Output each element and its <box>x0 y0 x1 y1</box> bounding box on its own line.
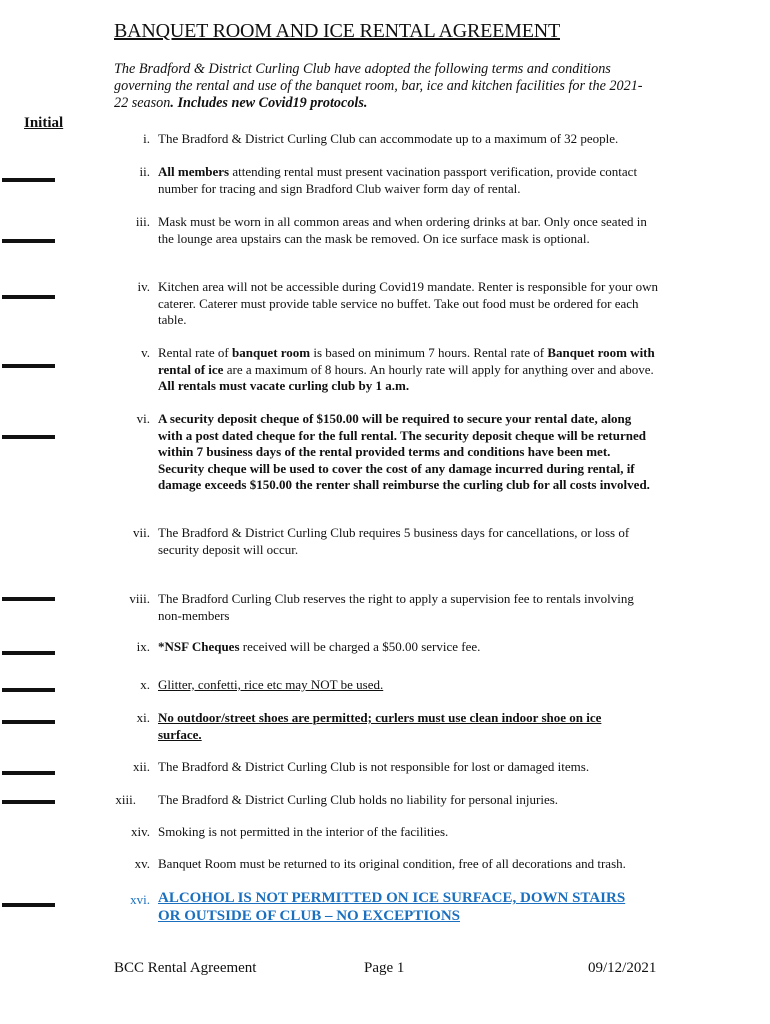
item-text: Rental rate of <box>158 345 232 360</box>
intro-covid-note: . Includes new Covid19 protocols. <box>170 95 368 111</box>
item-number: i. <box>143 131 150 146</box>
document-title: BANQUET ROOM AND ICE RENTAL AGREEMENT <box>114 20 560 42</box>
list-item: The Bradford & District Curling Club is not responsible for lost or damaged items. <box>158 759 590 774</box>
list-item: Kitchen area will not be accessible during Covid19 mandate. Renter is responsible for your own caterer. Caterer must provide table service no buffet. Take out food must be ordered for each table. <box>158 279 659 327</box>
intro-paragraph <box>114 61 654 112</box>
list-item: Glitter, confetti, rice etc may NOT be used. <box>158 677 384 692</box>
item-number: xi. <box>136 710 150 725</box>
item-number: v. <box>141 345 150 360</box>
intro-text: The Bradford & District Curling Club have adopted the following terms and conditions governing the rental and use of the banquet room, bar, ice and kitchen facilities for the 2021-22 season <box>114 61 643 111</box>
list-item: Banquet Room must be returned to its original condition, free of all decorations and trash. <box>158 856 626 871</box>
item-number: xiv. <box>130 824 150 839</box>
list-item: The Bradford Curling Club reserves the right to apply a supervision fee to rentals involving non-members <box>158 591 634 623</box>
initial-blank[interactable] <box>2 239 55 243</box>
item-bold-text: Banquet room with rental of ice <box>158 345 655 377</box>
list-item <box>158 639 658 656</box>
item-bold-text: All members <box>158 164 230 179</box>
initial-heading: Initial <box>24 115 64 131</box>
footer-left: BCC Rental Agreement <box>114 960 257 976</box>
list-item: A security deposit cheque of $150.00 will be required to secure your rental date, along with a post dated cheque for the full rental. The security deposit cheque will be returned within 7 business days of the rental provided terms and conditions have been met. Security cheque will be used to cover the cost of any damage incurred during rental, if damage exceeds $150.00 the renter shall reimburse the curling club for all costs involved. <box>158 411 650 492</box>
list-item <box>158 164 658 197</box>
item-bold-text: banquet room <box>232 345 311 360</box>
list-item: Smoking is not permitted in the interior of the facilities. <box>158 824 449 839</box>
list-item <box>158 345 658 395</box>
item-number: xvi. <box>130 892 150 907</box>
item-number: xiii. <box>115 792 136 807</box>
item-number: iii. <box>135 214 150 229</box>
item-number: xv. <box>134 856 150 871</box>
item-number: vi. <box>136 411 150 426</box>
list-item: The Bradford & District Curling Club can accommodate up to a maximum of 32 people. <box>158 131 619 146</box>
item-number: vii. <box>133 525 150 540</box>
item-text: are a maximum of 8 hours. An hourly rate will apply for anything over and above. <box>223 361 654 377</box>
item-text: received will be charged a $50.00 service fee. <box>239 639 481 654</box>
footer-page-number: Page 1 <box>364 960 405 976</box>
item-bold-text: *NSF Cheques <box>158 639 240 654</box>
initial-blank[interactable] <box>2 435 55 439</box>
initial-blank[interactable] <box>2 295 55 299</box>
item-number: ii. <box>139 164 150 179</box>
list-item: The Bradford & District Curling Club holds no liability for personal injuries. <box>158 792 559 807</box>
item-number: x. <box>140 677 150 692</box>
item-text: is based on minimum 7 hours. Rental rate of <box>310 345 548 360</box>
item-number: iv. <box>137 279 150 294</box>
item-bold-text: All rentals must vacate curling club by 1 a.m. <box>158 378 410 393</box>
list-item: The Bradford & District Curling Club requires 5 business days for cancellations, or loss of security deposit will occur. <box>158 525 630 557</box>
item-number: ix. <box>136 639 150 654</box>
list-item-alcohol-warning: ALCOHOL IS NOT PERMITTED ON ICE SURFACE, DOWN STAIRS OR OUTSIDE OF CLUB – NO EXCEPTIONS <box>158 890 626 924</box>
footer-date: 09/12/2021 <box>588 960 657 976</box>
item-number: xii. <box>133 759 150 774</box>
item-text: attending rental must present vacination passport verification, provide contact number for tracing and sign Bradford Club waiver form day of rental. <box>158 164 638 196</box>
item-number: viii. <box>129 591 150 606</box>
list-item: No outdoor/street shoes are permitted; curlers must use clean indoor shoe on ice surface. <box>158 710 602 742</box>
initial-blank[interactable] <box>2 364 55 368</box>
list-item: Mask must be worn in all common areas and when ordering drinks at bar. Only once seated in the lounge area upstairs can the mask be removed. On ice surface mask is optional. <box>158 214 647 246</box>
